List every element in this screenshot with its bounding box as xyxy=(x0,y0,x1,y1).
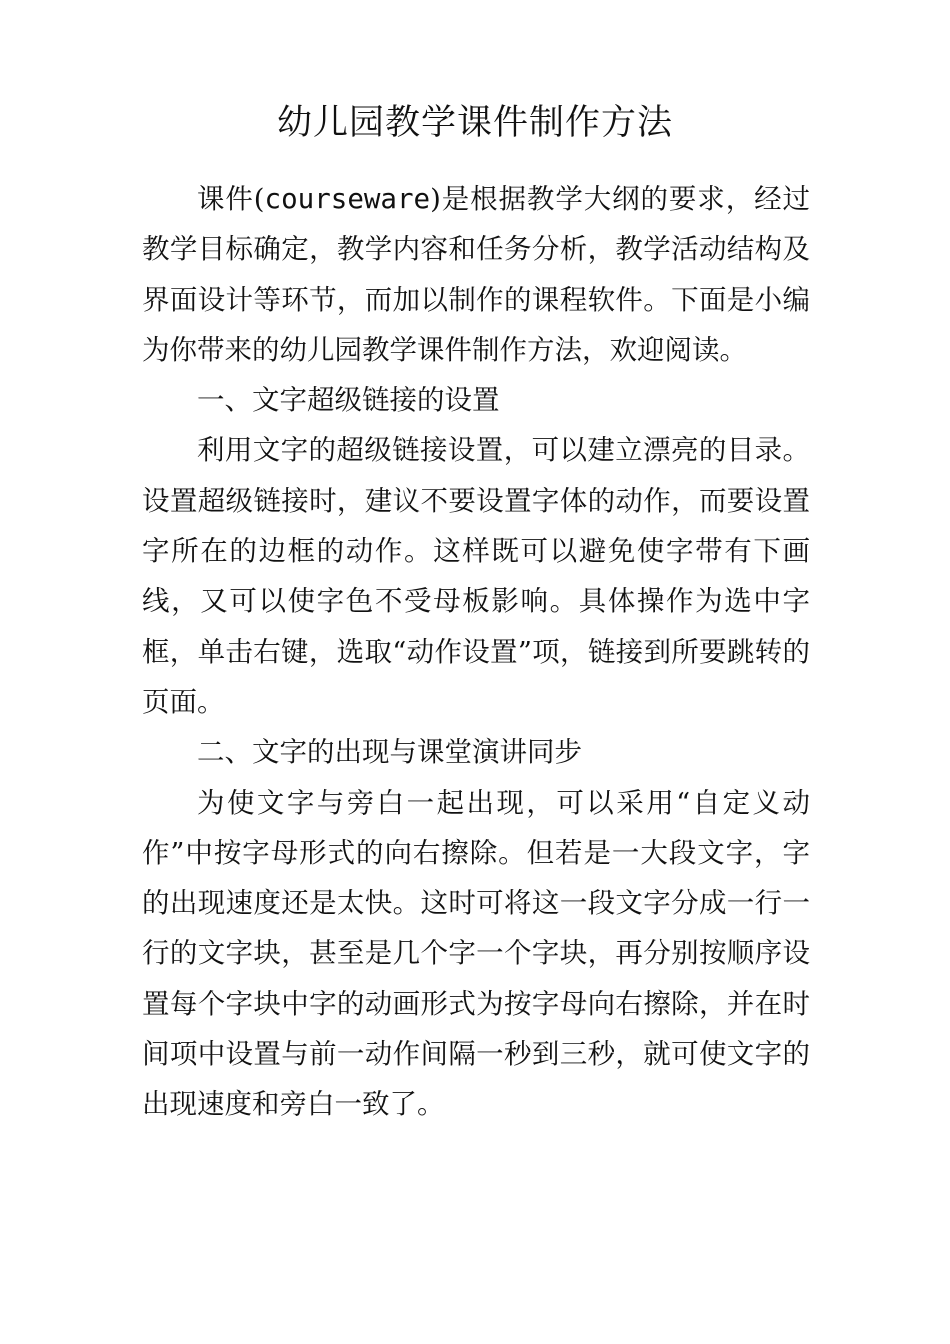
intro-prefix: 课件( xyxy=(197,183,265,215)
document-body xyxy=(142,174,810,1130)
section-paragraph-1: 利用文字的超级链接设置，可以建立漂亮的目录。设置超级链接时，建议不要设置字体的动作，而要设置字所在的边框的动作。这样既可以避免使字带有下画线，又可以使字色不受母板影响。具体操作为选中字框，单击右键，选取“动作设置”项，链接到所要跳转的页面。 xyxy=(142,434,810,718)
document-title: 幼儿园教学课件制作方法 xyxy=(276,103,673,143)
section-heading-1: 一、文字超级链接的设置 xyxy=(197,384,500,417)
intro-suffix: )是根据教学大纲的要求，经过教学目标确定，教学内容和任务分析，教学活动结构及界面设计等环节，而加以制作的课程软件。下面是小编为你带来的幼儿园教学课件制作方法，欢迎阅读。 xyxy=(142,183,810,366)
section-paragraph-2: 为使文字与旁白一起出现，可以采用“自定义动作”中按字母形式的向右擦除。但若是一大段文字，字的出现速度还是太快。这时可将这一段文字分成一行一行的文字块，甚至是几个字一个字块，再分别按顺序设置每个字块中字的动画形式为按字母向右擦除，并在时间项中设置与前一动作间隔一秒到三秒，就可使文字的出现速度和旁白一致了。 xyxy=(142,786,810,1121)
section-heading-2: 二、文字的出现与课堂演讲同步 xyxy=(197,736,582,769)
intro-paragraph xyxy=(142,174,810,375)
intro-term: courseware xyxy=(264,183,431,215)
